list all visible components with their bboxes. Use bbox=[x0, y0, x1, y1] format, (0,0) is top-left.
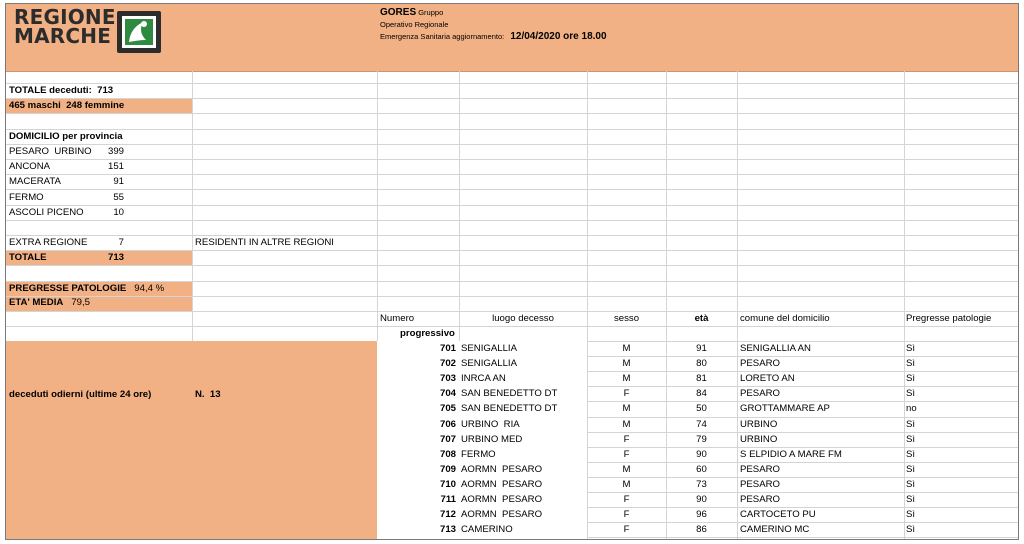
grid-hline bbox=[6, 189, 1018, 190]
row-patologie: Sì bbox=[906, 418, 916, 430]
row-luogo: SAN BENEDETTO DT bbox=[461, 388, 558, 400]
grid-hline bbox=[6, 250, 1018, 251]
row-comune: LORETO AN bbox=[740, 373, 795, 385]
row-luogo: CAMERINO bbox=[461, 524, 513, 536]
domicilio-title: DOMICILIO per provincia bbox=[9, 131, 123, 142]
grid-vline bbox=[377, 71, 378, 341]
row-luogo: AORMN PESARO bbox=[461, 494, 543, 505]
logo-line-2: MARCHE bbox=[14, 24, 112, 48]
row-patologie: Sì bbox=[906, 448, 916, 460]
grid-hline bbox=[6, 159, 1018, 160]
header-numero: Numero bbox=[380, 313, 415, 324]
grid-vline bbox=[904, 341, 905, 540]
row-numero: 708 bbox=[439, 448, 456, 460]
grid-hline bbox=[6, 98, 1018, 99]
row-luogo: AORMN PESARO bbox=[461, 478, 543, 490]
extra-regione-value: 7 bbox=[118, 237, 124, 248]
odierni-label: deceduti odierni (ultime 24 ore) bbox=[9, 389, 152, 400]
row-numero: 706 bbox=[439, 418, 456, 430]
grid-hline bbox=[6, 235, 1018, 236]
row-comune: SENIGALLIA AN bbox=[740, 343, 811, 354]
row-comune: PESARO bbox=[740, 358, 780, 370]
row-sesso: F bbox=[623, 494, 630, 505]
row-patologie: Sì bbox=[906, 524, 916, 536]
header-line-3: Emergenza Sanitaria aggiornamento: bbox=[380, 32, 505, 41]
province-value: 55 bbox=[113, 191, 124, 203]
totale-label: TOTALE bbox=[9, 252, 47, 263]
province-name: ANCONA bbox=[9, 161, 51, 173]
grid-hline bbox=[6, 144, 1018, 145]
row-eta: 73 bbox=[696, 478, 707, 490]
province-value: 399 bbox=[107, 146, 124, 157]
totale-deceduti-value: 713 bbox=[97, 85, 114, 96]
row-sesso: M bbox=[622, 373, 631, 385]
extra-regione-label: EXTRA REGIONE bbox=[9, 237, 88, 248]
row-numero: 701 bbox=[439, 343, 456, 354]
row-sesso: F bbox=[623, 509, 630, 521]
row-comune: S ELPIDIO A MARE FM bbox=[740, 448, 842, 460]
header-patologie: Pregresse patologie bbox=[906, 313, 992, 324]
row-eta: 96 bbox=[696, 509, 707, 521]
row-eta: 50 bbox=[696, 403, 707, 415]
row-luogo: AORMN PESARO bbox=[461, 463, 543, 475]
row-eta: 91 bbox=[696, 343, 707, 354]
row-sesso: M bbox=[622, 463, 631, 475]
row-sesso: F bbox=[623, 524, 630, 536]
header-progressivo: progressivo bbox=[400, 328, 455, 339]
row-eta: 90 bbox=[696, 448, 707, 460]
row-eta: 84 bbox=[696, 388, 707, 400]
odierni-value: N. 13 bbox=[195, 389, 221, 400]
row-numero: 705 bbox=[439, 403, 456, 415]
row-eta: 60 bbox=[696, 463, 707, 475]
row-eta: 80 bbox=[696, 358, 707, 370]
header-line-2: Operativo Regionale bbox=[380, 20, 449, 29]
update-date: 12/04/2020 ore 18.00 bbox=[510, 31, 607, 42]
grid-hline bbox=[6, 296, 1018, 297]
row-comune: PESARO bbox=[740, 494, 780, 505]
gores-title: GORES bbox=[380, 7, 417, 18]
province-name: FERMO bbox=[9, 191, 44, 203]
row-comune: PESARO bbox=[740, 463, 780, 475]
row-luogo: FERMO bbox=[461, 448, 496, 460]
row-comune: URBINO bbox=[740, 433, 778, 445]
row-eta: 81 bbox=[696, 373, 707, 385]
row-eta: 79 bbox=[696, 433, 707, 445]
row-luogo: URBINO MED bbox=[461, 433, 523, 445]
grid-vline bbox=[666, 71, 667, 341]
row-sesso: M bbox=[622, 343, 631, 354]
row-numero: 713 bbox=[439, 524, 456, 536]
row-numero: 702 bbox=[439, 358, 456, 370]
province-name: PESARO URBINO bbox=[9, 146, 92, 157]
row-eta: 90 bbox=[696, 494, 707, 505]
totale-value: 713 bbox=[107, 252, 124, 263]
gores-header-block bbox=[380, 7, 607, 43]
row-patologie: Sì bbox=[906, 358, 916, 370]
row-numero: 709 bbox=[439, 463, 456, 475]
header-band bbox=[6, 4, 1018, 72]
province-value: 151 bbox=[107, 161, 124, 173]
totale-deceduti-row bbox=[9, 84, 113, 98]
patologie-row bbox=[9, 282, 164, 296]
row-sesso: F bbox=[623, 448, 630, 460]
logo-line-1: REGIONE bbox=[14, 5, 116, 29]
grid-vline bbox=[587, 71, 588, 341]
row-comune: CAMERINO MC bbox=[740, 524, 810, 536]
row-luogo: SENIGALLIA bbox=[461, 358, 517, 370]
province-value: 10 bbox=[113, 206, 124, 218]
spreadsheet-sheet bbox=[5, 3, 1019, 540]
grid-hline bbox=[6, 220, 1018, 221]
grid-hline bbox=[6, 113, 1018, 114]
row-patologie: no bbox=[906, 403, 917, 415]
row-luogo: INRCA AN bbox=[461, 373, 506, 385]
row-patologie: Sì bbox=[906, 373, 916, 385]
row-numero: 710 bbox=[439, 478, 456, 490]
row-comune: PESARO bbox=[740, 388, 780, 400]
row-sesso: F bbox=[623, 388, 630, 400]
row-comune: URBINO bbox=[740, 418, 778, 430]
row-patologie: Sì bbox=[906, 343, 916, 354]
row-patologie: Sì bbox=[906, 433, 916, 445]
row-patologie: Sì bbox=[906, 494, 916, 505]
row-comune: PESARO bbox=[740, 478, 780, 490]
grid-vline bbox=[192, 71, 193, 341]
extra-regione-note: RESIDENTI IN ALTRE REGIONI bbox=[195, 237, 334, 248]
row-numero: 703 bbox=[439, 373, 456, 385]
row-luogo: URBINO RIA bbox=[461, 418, 520, 430]
row-sesso: F bbox=[623, 433, 630, 445]
row-sesso: M bbox=[622, 358, 631, 370]
row-luogo: SENIGALLIA bbox=[461, 343, 517, 354]
grid-hline bbox=[6, 326, 1018, 327]
gores-title-suffix: Gruppo bbox=[418, 8, 444, 17]
province-name: MACERATA bbox=[9, 176, 61, 188]
header-comune: comune del domicilio bbox=[740, 313, 830, 324]
grid-vline bbox=[904, 71, 905, 341]
header-eta: età bbox=[694, 313, 709, 324]
row-eta: 86 bbox=[696, 524, 707, 536]
patologie-value: 94,4 % bbox=[134, 283, 165, 294]
row-patologie: Sì bbox=[906, 478, 916, 490]
odierni-block-fill bbox=[6, 341, 377, 540]
grid-vline bbox=[737, 71, 738, 341]
regione-marche-logo bbox=[14, 5, 116, 48]
row-sesso: M bbox=[622, 418, 631, 430]
grid-hline bbox=[6, 174, 1018, 175]
row-comune: CARTOCETO PU bbox=[740, 509, 816, 521]
province-value: 91 bbox=[113, 176, 124, 188]
row-numero: 712 bbox=[439, 509, 456, 521]
eta-row bbox=[9, 296, 90, 310]
row-luogo: SAN BENEDETTO DT bbox=[461, 403, 558, 415]
grid-hline bbox=[6, 205, 1018, 206]
row-patologie: Sì bbox=[906, 388, 916, 400]
row-eta: 74 bbox=[696, 418, 707, 430]
row-comune: GROTTAMMARE AP bbox=[740, 403, 830, 415]
header-luogo: luogo decesso bbox=[492, 313, 554, 324]
province-name: ASCOLI PICENO bbox=[9, 206, 84, 218]
eta-label: ETA' MEDIA bbox=[9, 297, 64, 308]
grid-vline bbox=[737, 341, 738, 540]
regione-marche-emblem-icon bbox=[116, 10, 162, 54]
row-sesso: M bbox=[622, 478, 631, 490]
grid-hline bbox=[6, 265, 1018, 266]
patologie-label: PREGRESSE PATOLOGIE bbox=[9, 283, 127, 294]
grid-hline bbox=[6, 129, 1018, 130]
row-numero: 711 bbox=[440, 494, 456, 505]
row-sesso: M bbox=[622, 403, 631, 415]
eta-value: 79,5 bbox=[71, 297, 91, 308]
row-numero: 707 bbox=[439, 433, 456, 445]
grid-hline bbox=[6, 83, 1018, 84]
row-patologie: Sì bbox=[906, 463, 916, 475]
totale-deceduti-label: TOTALE deceduti: bbox=[9, 85, 92, 96]
row-numero: 704 bbox=[439, 388, 456, 400]
row-patologie: Sì bbox=[906, 509, 916, 521]
grid-vline bbox=[459, 71, 460, 341]
header-sesso: sesso bbox=[613, 313, 640, 324]
sex-split: 465 maschi 248 femmine bbox=[9, 100, 125, 111]
row-luogo: AORMN PESARO bbox=[461, 509, 543, 521]
